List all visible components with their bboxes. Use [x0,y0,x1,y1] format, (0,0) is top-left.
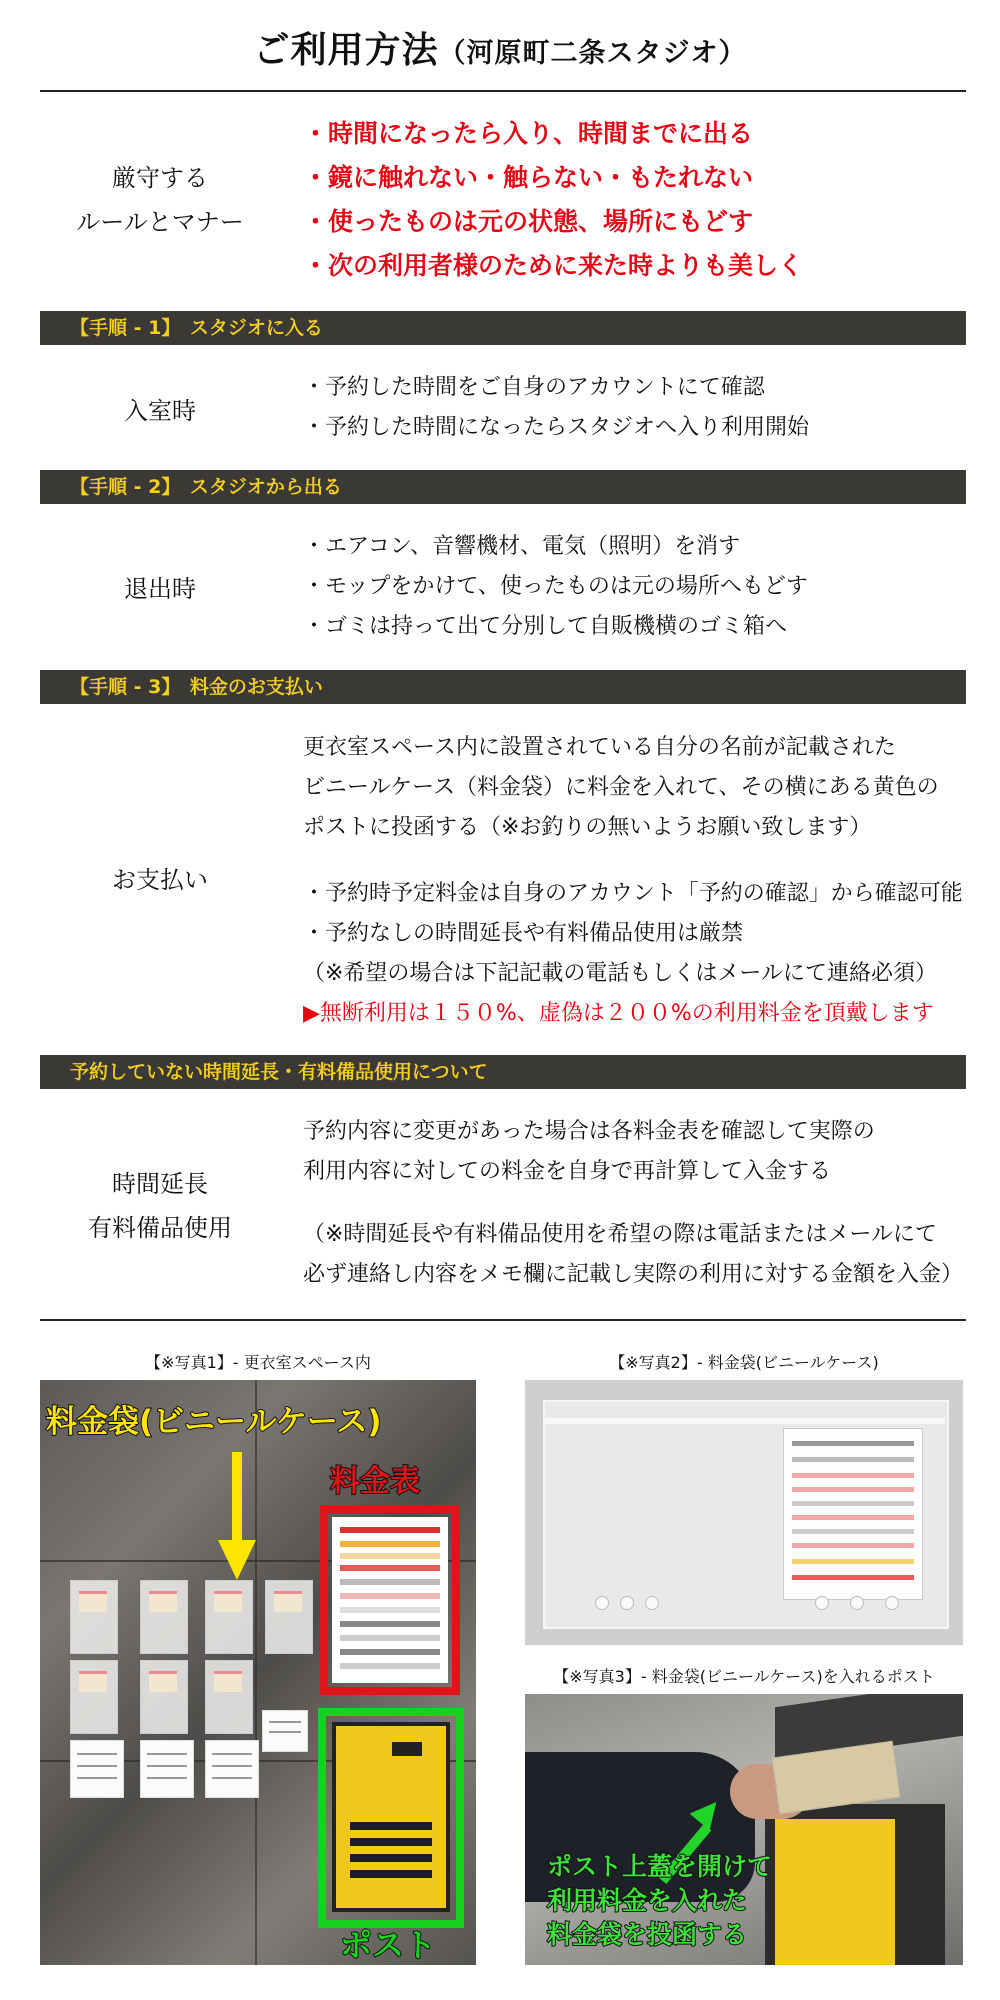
step3-label: お支払い [112,866,208,894]
step3-item: （※希望の場合は下記記載の電話もしくはメールにて連絡必須） [303,961,937,986]
step2-label: 退出時 [124,575,196,603]
rules-item: ・使ったものは元の状態、場所にもどす [303,207,754,236]
punch-hole [645,1596,659,1610]
memo-pouch [140,1740,194,1798]
fee-slip-sheet [783,1428,923,1600]
step1-item: ・予約した時間になったらスタジオへ入り利用開始 [303,415,810,440]
step2-list [303,527,808,647]
fee-bag-pouch [205,1660,253,1734]
photo3-label-line: 料金袋を投函する [547,1920,748,1949]
photo2-fee-bag [525,1380,963,1645]
step3-item: ・予約なしの時間延長や有料備品使用は厳禁 [303,921,744,946]
photo3-label-line: ポスト上蓋を開けて [547,1852,773,1881]
step1-item: ・予約した時間をご自身のアカウントにて確認 [303,375,765,400]
photo1-changing-room [40,1380,476,1965]
fee-bag-pouch [140,1660,188,1734]
page-title-location: （河原町二条スタジオ） [438,38,747,69]
photo1-label-fee-table: 料金表 [330,1464,420,1499]
rules-item: ・時間になったら入り、時間までに出る [303,119,754,148]
step2-heading: 【手順 - 2】 スタジオから出る [40,470,966,504]
fee-bag-pouch [70,1660,118,1734]
lock-icon [392,1742,422,1756]
step1-heading: 【手順 - 1】 スタジオに入る [40,311,966,345]
photos-divider [40,1319,966,1321]
step2-item: ・エアコン、音響機材、電気（照明）を消す [303,534,741,559]
extension-para-line: 利用内容に対しての料金を自身で再計算して入金する [303,1159,832,1184]
down-arrow-icon [232,1452,242,1547]
step3-list [303,874,963,1034]
fee-table-sheet [332,1517,448,1683]
rules-list [303,112,803,288]
fee-bag-pouch [70,1580,118,1654]
step3-paragraph [303,728,939,848]
extension-para-line: 予約内容に変更があった場合は各料金表を確認して実際の [303,1119,875,1144]
extension-para-line: 必ず連絡し内容をメモ欄に記載し実際の利用に対する金額を入金） [303,1262,964,1287]
post-box-front [775,1819,895,1965]
step3-heading: 【手順 - 3】 料金のお支払い [40,670,966,704]
fee-bag-pouch [140,1580,188,1654]
yellow-post-box [332,1722,450,1912]
rules-item: ・鏡に触れない・触らない・もたれない [303,163,754,192]
step3-para-line: 更衣室スペース内に設置されている自分の名前が記載された [303,735,896,760]
wall-seam [255,1380,257,1965]
rules-label-line2: ルールとマナー [76,208,244,236]
memo-pouch [70,1740,124,1798]
extension-para-line: （※時間延長や有料備品使用を希望の際は電話またはメールにて [303,1222,937,1247]
step3-para-line: ポストに投函する（※お釣りの無いようお願い致します） [303,815,872,840]
step2-item: ・モップをかけて、使ったものは元の場所へもどす [303,574,808,599]
photo1-label-post: ポスト [340,1926,437,1964]
photo1-caption: 【※写真1】- 更衣室スペース内 [145,1353,371,1372]
step2-item: ・ゴミは持って出て分別して自販機横のゴミ箱へ [303,614,788,639]
rules-label-line1: 厳守する [112,164,208,192]
down-arrow-head-icon [218,1540,256,1580]
photo3-label-line: 利用料金を入れた [547,1886,748,1915]
step3-item: ・予約時予定料金は自身のアカウント「予約の確認」から確認可能 [303,881,963,906]
extension-paragraph1 [303,1112,875,1192]
fee-bag-pouch [265,1580,313,1654]
extension-label-line1: 時間延長 [112,1170,208,1198]
vinyl-case-zipper [543,1418,945,1424]
extension-label-line2: 有料備品使用 [88,1214,232,1242]
extension-paragraph2 [303,1215,963,1295]
photo1-label-fee-bag: 料金袋(ビニールケース) [46,1404,382,1440]
extension-heading: 予約していない時間延長・有料備品使用について [40,1055,966,1089]
page-title [0,22,1000,73]
step3-para-line: ビニールケース（料金袋）に料金を入れて、その横にある黄色の [303,775,939,800]
punch-hole [815,1596,829,1610]
memo-pouch [205,1740,259,1798]
rules-label [40,156,280,244]
photo2-caption: 【※写真2】- 料金袋(ビニールケース) [609,1353,879,1372]
page-title-main: ご利用方法 [253,30,439,71]
punch-hole [620,1596,634,1610]
rules-item: ・次の利用者様のために来た時よりも美しく [303,251,804,280]
punch-hole [885,1596,899,1610]
step1-label: 入室時 [124,397,196,425]
photo3-caption: 【※写真3】- 料金袋(ビニールケース)を入れるポスト [553,1667,935,1686]
photo3-post-insertion [525,1694,963,1965]
fee-bag-pouch [205,1580,253,1654]
step3-warning: ▶無断利用は１５０%、虚偽は２００%の利用料金を頂戴します [303,1001,934,1026]
punch-hole [595,1596,609,1610]
extension-label [40,1162,280,1250]
memo-pouch [262,1710,308,1752]
step1-list [303,368,809,448]
title-divider [40,90,966,92]
punch-hole [850,1596,864,1610]
